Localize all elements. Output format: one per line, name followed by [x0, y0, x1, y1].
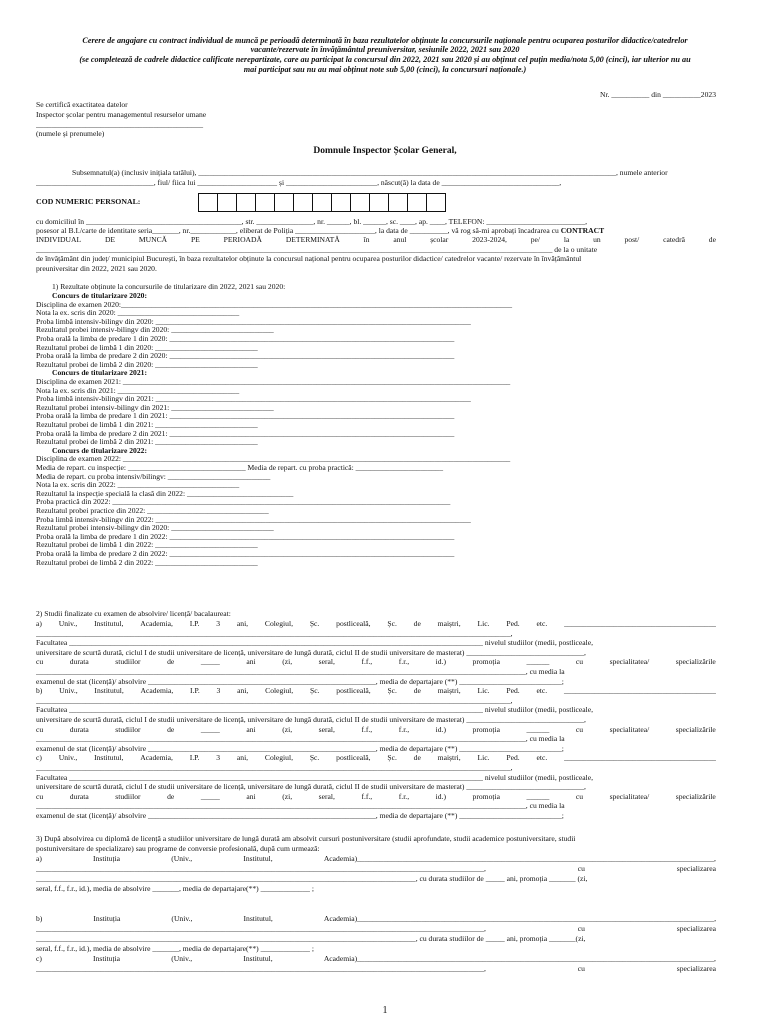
contest-2022-row: Rezultatul la inspecție specială la clasă din 2022: ____________________________: [36, 488, 294, 498]
basis-line-2: preuniversitar din 2022, 2021 sau 2020.: [36, 264, 157, 273]
studies-block-word: ani,: [236, 619, 249, 628]
postgrad-b-word: b): [36, 914, 43, 923]
contract-type-line: [36, 235, 716, 244]
contract-line-word: un: [593, 235, 601, 244]
certification-line-2: Inspector școlar pentru managementul resurselor umane: [36, 110, 207, 119]
postgrad-c-word: Instituția: [93, 954, 121, 963]
contract-line-word: de: [708, 235, 716, 244]
contest-2021-row: Disciplina de examen 2021: ______________________________________________________________________________________________________: [36, 377, 511, 386]
studies-block-word: Colegiul,: [265, 686, 294, 696]
studies-block-word: de: [413, 753, 421, 763]
studies-block-faculty: Facultatea _____________________________________________________________________________________________________________ nivelul studiilor (medii, postliceale,: [36, 705, 594, 715]
studies-block-word: Institutul,: [94, 619, 124, 628]
section-2-header: 2) Studii finalizate cu examen de absolvire/ licență/ bacalaureat:: [36, 609, 231, 618]
contract-line-word: PE: [190, 235, 200, 244]
postgrad-b-word: specializarea: [676, 924, 716, 933]
contest-2022-row: Rezultatul probei de limbă 1 din 2022: ___________________________: [36, 540, 258, 550]
contest-2022-row: Media de repart. cu proba intensiv/bilingv: ___________________________: [36, 471, 271, 481]
studies-block-duration: [36, 725, 716, 734]
studies-block-line-2: _____________________________________________________________________________________________________________________________,: [36, 695, 513, 705]
doc-title-line-3: (se completează de cadrele didactice calificate nerepartizate, care au participat la concursul din 2022, 2021 sau 2020 și au obținut cel puțin media/nota 5,00 (cinci), iar ulterior nu au: [79, 55, 691, 64]
contest-2020-row: Rezultatul probei de limbă 2 din 2020: ___________________________: [36, 359, 258, 369]
studies-block-word: Ped.: [506, 753, 520, 763]
studies-duration-word: cu: [575, 791, 584, 801]
studies-block-word: ________________________________________: [564, 619, 716, 628]
studies-duration-word: id.): [435, 724, 446, 734]
studies-duration-word: seral,: [318, 724, 335, 734]
cnp-digit-box[interactable]: [426, 193, 446, 212]
studies-block-word: Lic.: [477, 686, 490, 696]
postgrad-c-specialization: [36, 964, 716, 973]
postgrad-a-specialization: [36, 864, 716, 873]
studies-duration-word: _____: [200, 791, 220, 801]
studies-block-word: postliceală,: [336, 753, 371, 763]
contract-word: CONTRACT: [560, 226, 605, 235]
studies-block-level: universitare de scurtă durată, ciclul I de studii universitare de licență, universitare de lungă durată, ciclul II de studii universitare de masterat) _______________________________,: [36, 647, 586, 657]
cnp-digit-box[interactable]: [331, 193, 351, 212]
studies-block-level: universitare de scurtă durată, ciclul I de studii universitare de licență, universitare de lungă durată, ciclul II de studii universitare de masterat) _______________________________,: [36, 715, 586, 724]
studies-duration-word: _____: [200, 724, 220, 734]
studies-block-word: ________________________________________: [564, 753, 716, 763]
contest-2022-row: Proba orală la limba de predare 1 din 2022: ___________________________________________________________________________: [36, 531, 455, 541]
contest-2022-row: Proba practică din 2022: _________________________________________________________________________________________: [36, 497, 451, 507]
contest-2020-row: Disciplina de examen 2020:_______________________________________________________________________________________________________: [36, 299, 513, 309]
studies-duration-word: ______: [526, 724, 550, 734]
cnp-digit-box[interactable]: [350, 193, 370, 212]
doc-title-line-1: Cerere de angajare cu contract individual de muncă pe perioadă determinată în baza rezultatelor obținute la concursurile naționale pentru ocuparea posturilor didactice/catedrelor: [82, 36, 688, 45]
studies-block-line-1: [36, 686, 716, 695]
postgrad-c-word: Institutul,: [243, 954, 273, 963]
cnp-digit-box[interactable]: [236, 193, 256, 212]
studies-duration-word: promoția: [472, 724, 500, 734]
studies-block-word: Lic.: [477, 753, 490, 763]
contest-2021-row: Nota la ex. scris din 2021: ________________________________: [36, 385, 240, 395]
postgrad-b-duration: ____________________________________________________________________________________________________, cu durata studiilor de _____ ani, promoția _______(zi,: [36, 934, 586, 943]
intro-line-1: Subsemnatul(a) (inclusiv inițiala tatălui), ______________________________________________________________________________________________________________, numele anterior: [72, 168, 668, 177]
studies-duration-word: id.): [435, 791, 446, 801]
studies-block-word: maiștri,: [437, 619, 461, 628]
studies-block-specialty: _________________________________________________________________________________________________________________________________, cu media la: [36, 801, 565, 811]
registration-number: Nr. __________ din __________2023: [599, 90, 716, 99]
postgrad-a-word: cu: [577, 864, 585, 873]
studies-block-level: universitare de scurtă durată, ciclul I de studii universitare de licență, universitare de lungă durată, ciclul II de studii universitare de masterat) _______________________________,: [36, 782, 586, 792]
studies-block-specialty: _________________________________________________________________________________________________________________________________, cu media la: [36, 734, 565, 744]
studies-block-word: Ped.: [506, 619, 520, 628]
postgrad-c-word: cu: [577, 964, 585, 973]
contract-line-word: școlar: [430, 235, 449, 244]
studies-block-word: postliceală,: [336, 619, 371, 628]
cnp-digit-box[interactable]: [255, 193, 275, 212]
studies-block-word: c): [36, 753, 42, 763]
studies-block-word: Univ.,: [58, 753, 78, 763]
postgrad-b-institution: [36, 914, 716, 923]
studies-duration-word: studiilor: [115, 724, 141, 734]
postgrad-c-word: ______________________________________________________________________________________________________________________,: [36, 964, 486, 973]
studies-duration-word: specialitatea/: [609, 791, 650, 801]
studies-duration-word: f.r.,: [398, 724, 410, 734]
postgrad-b-word: Instituția: [93, 914, 121, 923]
studies-duration-word: specializările: [675, 724, 716, 734]
postgrad-a-word: a): [36, 854, 42, 863]
studies-duration-word: de: [167, 657, 175, 667]
studies-block-line-1: [36, 753, 716, 762]
postgrad-b-averages: seral, f.f., f.r., id.), media de absolvire _______, media de departajare(**) _____________ ;: [36, 944, 314, 953]
studies-duration-word: durata: [69, 791, 89, 801]
contest-2022-row: Proba limbă intensiv-bilingv din 2022: ___________________________________________________________________________________: [36, 514, 471, 524]
contest-2021-title: Concurs de titularizare 2021:: [52, 368, 147, 378]
studies-block-word: etc.: [536, 619, 548, 628]
studies-block-word: ani,: [237, 686, 249, 696]
studies-block-word: a): [36, 619, 42, 628]
studies-block-word: maiștri,: [437, 753, 461, 763]
studies-block-word: Academia,: [140, 686, 174, 696]
studies-duration-word: specializările: [675, 657, 716, 667]
studies-block-word: b): [36, 686, 43, 696]
studies-duration-word: (zi,: [282, 724, 293, 734]
studies-duration-word: cu: [575, 724, 584, 734]
studies-block-faculty: Facultatea _____________________________________________________________________________________________________________ nivelul studiilor (medii, postliceale,: [36, 638, 594, 648]
studies-duration-word: seral,: [318, 657, 335, 667]
contract-line-word: 2023-2024,: [472, 235, 507, 244]
studies-block-exam: examenul de stat (licență)/ absolvire ____________________________________________________________, media de departajare (**) ___________________________;: [36, 743, 564, 753]
studies-block-line-2: _____________________________________________________________________________________________________________________________,: [36, 628, 513, 638]
postgrad-a-word: Instituția: [93, 854, 121, 863]
page-number: 1: [382, 1005, 388, 1016]
studies-block-word: Colegiul,: [264, 753, 293, 763]
studies-block-word: 3: [216, 686, 221, 696]
studies-block-word: Univ.,: [59, 686, 78, 696]
contest-2022-row: Nota la ex. scris din 2022: ________________________________: [36, 480, 240, 490]
certification-name-caption: (numele și prenumele): [36, 129, 105, 138]
studies-block-word: Șc.: [387, 686, 397, 696]
certification-line-1: Se certifică exactitatea datelor: [36, 100, 128, 109]
studies-block-word: Șc.: [309, 753, 320, 763]
contest-2020-row: Proba orală la limba de predare 1 din 2020: ___________________________________________________________________________: [36, 334, 455, 343]
postgrad-b-word: ______________________________________________________________________________________________________________________,: [36, 924, 486, 933]
contest-2022-row: Rezultatul probei de limbă 2 din 2022: ___________________________: [36, 557, 258, 567]
studies-block-word: Institutul,: [94, 753, 124, 763]
studies-duration-word: ______: [526, 791, 550, 801]
contest-2022-title: Concurs de titularizare 2022:: [52, 445, 147, 455]
postgrad-c-word: c): [36, 954, 42, 963]
studies-duration-word: f.f.,: [361, 791, 373, 801]
contest-2020-row: Nota la ex. scris din 2020: ________________________________: [36, 308, 240, 318]
studies-block-word: Șc.: [309, 686, 320, 696]
postgrad-a-duration: ____________________________________________________________________________________________________, cu durata studiilor de _____ ani, promoția _______ (zi,: [36, 874, 588, 883]
studies-block-duration: [36, 792, 716, 801]
postgrad-a-averages: seral, f.f., f.r., id.), media de absolvire _______, media de departajare(**) _____________ ;: [36, 884, 314, 893]
studies-block-word: Șc.: [387, 619, 397, 628]
postgrad-a-word: specializarea: [676, 864, 716, 873]
studies-block-word: Șc.: [309, 619, 320, 628]
contract-line-word: anul: [393, 235, 407, 244]
cnp-digit-box[interactable]: [293, 193, 313, 212]
studies-block-word: I.P.: [189, 619, 200, 628]
postgrad-c-word: specializarea: [676, 964, 716, 973]
studies-duration-word: promoția: [472, 791, 500, 801]
studies-block-exam: examenul de stat (licență)/ absolvire ____________________________________________________________, media de departajare (**) ___________________________;: [36, 676, 564, 686]
studies-duration-word: cu: [36, 791, 44, 801]
studies-duration-word: cu: [36, 724, 44, 734]
studies-block-word: ani,: [236, 753, 249, 763]
certification-blank: ____________________________________________: [36, 120, 204, 129]
contract-line-word: catedră: [663, 235, 685, 244]
studies-block-word: Ped.: [506, 686, 520, 696]
section-1-header: 1) Rezultate obținute la concursurile de titularizare din 2022, 2021 sau 2020:: [52, 282, 286, 291]
contract-line-word: post/: [624, 235, 640, 244]
studies-duration-word: de: [167, 724, 175, 734]
cnp-digit-box[interactable]: [217, 193, 237, 212]
studies-duration-word: durata: [69, 657, 89, 667]
studies-duration-word: de: [167, 791, 175, 801]
studies-duration-word: f.f.,: [361, 657, 373, 667]
studies-duration-word: (zi,: [282, 657, 293, 667]
contest-2021-row: Proba limbă intensiv-bilingv din 2021: ___________________________________________________________________________________: [36, 394, 471, 404]
studies-block-word: Lic.: [477, 619, 490, 628]
studies-duration-word: promoția: [472, 657, 500, 667]
postgrad-b-word: Academia)______________________________________________________________________________________________,: [323, 914, 716, 923]
postgrad-b-word: (Univ.,: [171, 914, 193, 923]
studies-block-faculty: Facultatea _____________________________________________________________________________________________________________ nivelul studiilor (medii, postliceale,: [36, 772, 594, 782]
studies-duration-word: f.r.,: [398, 791, 410, 801]
studies-duration-word: ani: [246, 724, 256, 734]
contract-line-word: PERIOADĂ: [223, 235, 263, 244]
studies-block-word: Institutul,: [94, 686, 124, 696]
contest-2022-row: Rezultatul probei practice din 2022: ________________________________: [36, 506, 269, 515]
studies-block-duration: [36, 657, 716, 666]
intro-line-2: _______________________________, fiul/ fiica lui _____________________ și ________________________, născut(ă) la data de _______________________________,: [36, 178, 562, 187]
postgrad-a-word: Institutul,: [243, 854, 273, 863]
cnp-digit-box[interactable]: [369, 193, 389, 212]
studies-duration-word: studiilor: [115, 657, 141, 667]
studies-duration-word: (zi,: [282, 791, 293, 801]
studies-block-word: I.P.: [190, 686, 200, 696]
studies-block-word: maiștri,: [437, 686, 461, 696]
section-3-line-1: 3) După absolvirea cu diplomă de licență a studiilor universitare de lungă durată am absolvit cursuri postuniversitare (studii aprofundate, studii academice postuniversitare, studii: [36, 834, 576, 843]
contest-2020-row: Proba orală la limba de predare 2 din 2020: ___________________________________________________________________________: [36, 351, 455, 361]
studies-duration-word: ani: [246, 791, 256, 801]
postgrad-a-word: Academia)______________________________________________________________________________________________,: [323, 854, 716, 863]
studies-duration-word: cu: [36, 657, 44, 667]
contest-2020-row: Rezultatul probei intensiv-bilingv din 2020: ___________________________: [36, 325, 274, 335]
id-card-line: [36, 226, 716, 235]
cnp-digit-box[interactable]: [407, 193, 427, 212]
studies-block-word: I.P.: [189, 753, 200, 763]
contest-2022-row: Media de repart. cu inspecție: _______________________________ Media de repart. cu proba practică: _______________________: [36, 463, 444, 472]
contract-line-word: INDIVIDUAL: [36, 235, 82, 244]
cnp-label: COD NUMERIC PERSONAL:: [36, 197, 141, 206]
studies-block-word: ________________________________________: [563, 686, 716, 696]
studies-block-word: 3: [216, 753, 221, 763]
postgrad-c-word: Academia)______________________________________________________________________________________________,: [323, 954, 716, 963]
post-line: ________________________________________________________________________________________________________________________________________ de la o unitate: [36, 245, 598, 254]
studies-duration-word: f.r.,: [398, 657, 410, 667]
cnp-digit-box[interactable]: [312, 193, 332, 212]
contest-2021-row: Rezultatul probei intensiv-bilingv din 2021: ___________________________: [36, 402, 274, 412]
studies-block-word: Academia,: [140, 753, 173, 763]
studies-duration-word: specialitatea/: [609, 724, 650, 734]
contest-2022-row: Rezultatul probei intensiv-bilingv din 2020: ___________________________: [36, 523, 274, 533]
postgrad-c-institution: [36, 954, 716, 963]
domicile-line: cu domiciliul în _________________________________________, str. _______________, nr. ______, bl. ______, sc. ____, ap. ____, TELEFON: __________________________,: [36, 217, 588, 226]
studies-block-word: de: [413, 686, 421, 696]
doc-title-line-4: mai participat sau nu au mai obținut note sub 5,00 (cinci), la concursuri naționale.): [243, 65, 527, 74]
contest-2020-title: Concurs de titularizare 2020:: [52, 291, 147, 300]
studies-block-line-2: _____________________________________________________________________________________________________________________________,: [36, 763, 513, 772]
studies-block-exam: examenul de stat (licență)/ absolvire ____________________________________________________________, media de departajare (**) ___________________________;: [36, 811, 564, 820]
studies-block-line-1: [36, 619, 716, 628]
contest-2021-row: Proba orală la limba de predare 2 din 2021: ___________________________________________________________________________: [36, 428, 455, 438]
studies-block-word: 3: [216, 619, 221, 628]
postgrad-a-word: (Univ.,: [171, 854, 193, 863]
cnp-digit-box[interactable]: [198, 193, 218, 212]
studies-block-word: etc.: [536, 686, 548, 696]
studies-duration-word: ani: [246, 657, 256, 667]
studies-block-specialty: _________________________________________________________________________________________________________________________________, cu media la: [36, 667, 565, 676]
studies-duration-word: _____: [200, 657, 220, 667]
studies-duration-word: id.): [435, 657, 446, 667]
id-card-text: posesor al B.I./carte de identitate seria_______, nr.____________, eliberat de Poliția _____________________, la data de __________, vă rog să-mi aprobați încadrarea cu: [36, 226, 559, 235]
contest-2022-row: Proba orală la limba de predare 2 din 2022: ___________________________________________________________________________: [36, 549, 455, 558]
studies-block-word: postliceală,: [336, 686, 371, 696]
contest-2021-row: Rezultatul probei de limbă 2 din 2021: ___________________________: [36, 437, 258, 447]
cnp-digit-box[interactable]: [274, 193, 294, 212]
contract-line-word: MUNCĂ: [138, 235, 168, 244]
section-3-line-2: postuniversitare de specializare) sau programe de conversie profesională, după cum urmează:: [36, 844, 320, 853]
studies-block-word: Academia,: [140, 619, 173, 628]
studies-duration-word: f.f.,: [361, 724, 373, 734]
postgrad-c-word: (Univ.,: [171, 954, 193, 963]
studies-block-word: Șc.: [387, 753, 397, 763]
studies-block-word: Univ.,: [58, 619, 78, 628]
studies-block-word: de: [413, 619, 421, 628]
contract-line-word: la: [563, 235, 570, 244]
contest-2022-row: Disciplina de examen 2022: ______________________________________________________________________________________________________: [36, 454, 511, 464]
postgrad-b-word: Institutul,: [243, 914, 273, 923]
contest-2020-row: Rezultatul probei de limbă 1 din 2020: ___________________________: [36, 342, 258, 352]
postgrad-b-word: cu: [577, 924, 585, 933]
contest-2020-row: Proba limbă intensiv-bilingv din 2020: ___________________________________________________________________________________: [36, 316, 471, 326]
studies-duration-word: specialitatea/: [609, 657, 650, 667]
studies-duration-word: ______: [526, 657, 550, 667]
postgrad-a-word: ______________________________________________________________________________________________________________________,: [36, 864, 486, 873]
postgrad-a-institution: [36, 854, 716, 863]
postgrad-b-specialization: [36, 924, 716, 933]
contract-line-word: DETERMINATĂ: [285, 235, 340, 244]
studies-duration-word: specializările: [675, 791, 716, 801]
salutation-heading: Domnule Inspector Școlar General,: [313, 146, 457, 156]
contest-2021-row: Proba orală la limba de predare 1 din 2021: ___________________________________________________________________________: [36, 411, 455, 421]
studies-block-word: Colegiul,: [264, 619, 293, 628]
contest-2021-row: Rezultatul probei de limbă 1 din 2021: ___________________________: [36, 420, 258, 429]
basis-line-1: de învățământ din județ/ municipiul București, în baza rezultatelor obținute la concursul național pentru ocuparea posturilor didactice/ catedrelor vacante/ rezervate în învățământul: [36, 254, 582, 263]
studies-duration-word: durata: [69, 724, 89, 734]
cnp-digit-box[interactable]: [388, 193, 408, 212]
contract-line-word: DE: [104, 235, 116, 244]
studies-duration-word: studiilor: [115, 791, 141, 801]
studies-duration-word: cu: [575, 657, 584, 667]
contract-line-word: pe/: [530, 235, 541, 244]
doc-title-line-2: vacante/rezervate în învățământul preuniversitar, sesiunile 2022, 2021 sau 2020: [250, 45, 520, 54]
cnp-boxes[interactable]: [198, 193, 445, 212]
studies-block-word: etc.: [536, 753, 548, 763]
studies-duration-word: seral,: [318, 791, 335, 801]
contract-line-word: în: [363, 235, 370, 244]
